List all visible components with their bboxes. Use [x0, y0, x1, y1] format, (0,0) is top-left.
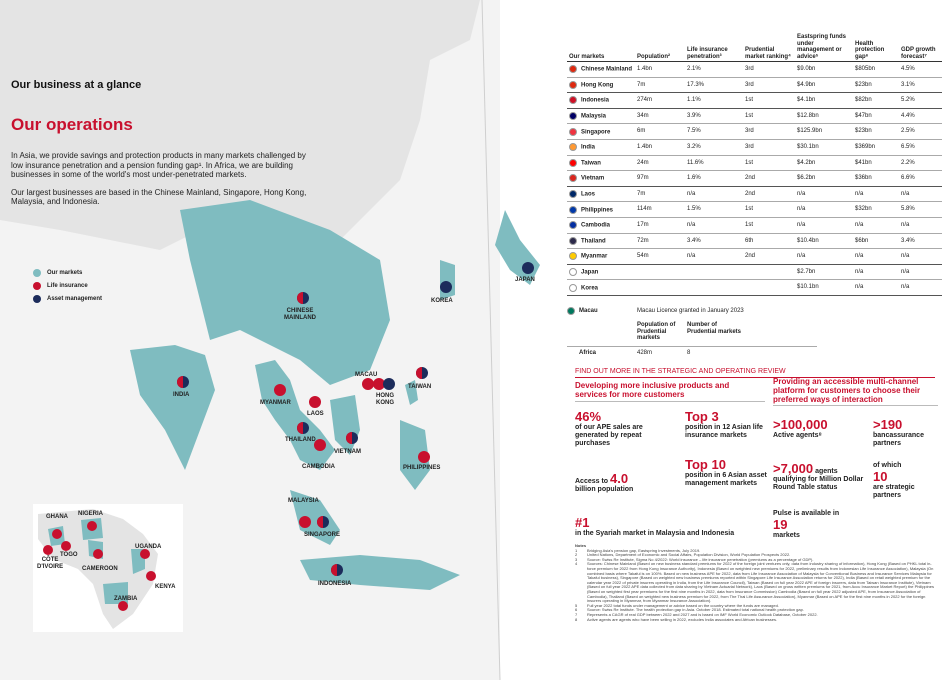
stat-value: 46%: [575, 409, 602, 424]
flag-icon: [569, 190, 577, 198]
cell-funds: $10.4bn: [795, 233, 853, 249]
stat-text: position in 12 Asian life insurance markets: [685, 424, 763, 439]
africa-population: 428m: [637, 350, 653, 356]
cell-ranking: 2nd: [743, 171, 795, 187]
cell-gap: n/a: [853, 280, 899, 296]
cell-ranking: 1st: [743, 217, 795, 233]
stat-value: >100,000: [773, 417, 828, 432]
market-name: Japan: [581, 269, 599, 276]
cell-population: 1.4bn: [635, 139, 685, 155]
cell-funds: $12.8bn: [795, 108, 853, 124]
market-name: Malaysia: [581, 113, 607, 120]
stat-active-agents: [773, 418, 868, 440]
cell-funds: n/a: [795, 202, 853, 218]
cell-penetration: 1.6%: [685, 171, 743, 187]
market-name: Singapore: [581, 129, 611, 136]
table-row: [567, 139, 942, 155]
table-row: [567, 217, 942, 233]
cell-gdp: 2.2%: [899, 155, 942, 171]
cell-penetration: 3.2%: [685, 139, 743, 155]
notes-list: [575, 549, 935, 623]
legend-label: Asset management: [47, 295, 103, 302]
cell-population: 24m: [635, 155, 685, 171]
cell-penetration: n/a: [685, 217, 743, 233]
stat-text: are strategic partners: [873, 484, 915, 499]
cell-ranking: 3rd: [743, 62, 795, 78]
map-label-kenya: KENYA: [155, 584, 176, 590]
cell-gdp: n/a: [899, 249, 942, 265]
cell-market: [567, 77, 635, 93]
cell-gdp: n/a: [899, 217, 942, 233]
africa-header-population: Population of Prudential markets: [637, 322, 676, 341]
cell-funds: n/a: [795, 186, 853, 202]
footnote-number: 4: [575, 561, 578, 567]
table-row: [567, 155, 942, 171]
cell-ranking: 3rd: [743, 77, 795, 93]
stat-value: Top 10: [685, 457, 726, 472]
legend-label: Life insurance: [47, 282, 88, 289]
stat-repeat-purchases: [575, 410, 675, 448]
flag-icon: [569, 65, 577, 73]
flag-icon: [569, 237, 577, 245]
cell-population: 72m: [635, 233, 685, 249]
cell-market: [567, 155, 635, 171]
cell-gap: n/a: [853, 249, 899, 265]
table-row: [567, 233, 942, 249]
stat-prefix: Pulse is available in: [773, 510, 840, 517]
table-row: [567, 108, 942, 124]
cell-ranking: 1st: [743, 155, 795, 171]
footnote-text: Bridging Asia's pension gap, Eastspring Investments, July 2019.: [587, 547, 701, 553]
cell-gap: $82bn: [853, 93, 899, 109]
table-row: [567, 62, 942, 78]
cell-gap: $805bn: [853, 62, 899, 78]
cell-gdp: 5.2%: [899, 93, 942, 109]
find-out-more-link[interactable]: FIND OUT MORE IN THE STRATEGIC AND OPERATING REVIEW: [575, 368, 786, 375]
col-header: Population²: [635, 34, 685, 62]
cell-ranking: 1st: [743, 202, 795, 218]
footnote-text: Active agents are agents who have been selling in 2022, excludes India associates and African businesses.: [587, 616, 778, 622]
cell-gap: $32bn: [853, 202, 899, 218]
cell-gap: $6bn: [853, 233, 899, 249]
cell-market: [567, 171, 635, 187]
legend-label: Our markets: [47, 269, 83, 276]
cell-population: 54m: [635, 249, 685, 265]
cell-population: 17m: [635, 217, 685, 233]
africa-number: 8: [687, 350, 691, 356]
marker-taiwan: [416, 367, 428, 379]
marker-vietnam: [346, 432, 358, 444]
divider: [567, 346, 817, 347]
cell-gdp: 3.1%: [899, 77, 942, 93]
map-label-togo: TOGO: [60, 552, 78, 558]
cell-gap: $369bn: [853, 139, 899, 155]
marker-thailand: [297, 422, 309, 434]
market-name: Cambodia: [581, 222, 611, 229]
cell-funds: $4.1bn: [795, 93, 853, 109]
cell-gap: $23bn: [853, 124, 899, 140]
table-row: [567, 93, 942, 109]
map-label-korea: KOREA: [431, 298, 453, 304]
cell-ranking: 3rd: [743, 139, 795, 155]
table-header-row: [567, 34, 942, 62]
col-header: Eastspring funds under management or advice⁵: [795, 34, 853, 62]
cell-population: [635, 264, 685, 280]
stat-pulse-markets: [773, 510, 873, 540]
section-label: Our business at a glance: [11, 79, 142, 91]
cell-ranking: [743, 264, 795, 280]
cell-population: 1.4bn: [635, 62, 685, 78]
cell-population: 7m: [635, 186, 685, 202]
market-name: Chinese Mainland: [581, 66, 633, 73]
cell-gap: $23bn: [853, 77, 899, 93]
cell-gap: $36bn: [853, 171, 899, 187]
cell-funds: $6.2bn: [795, 171, 853, 187]
table-row: [567, 124, 942, 140]
cell-market: [567, 124, 635, 140]
cell-gap: n/a: [853, 264, 899, 280]
operations-panel: [567, 0, 942, 680]
cell-market: [567, 186, 635, 202]
col-header: GDP growth forecast⁷: [899, 34, 942, 62]
cell-funds: $2.7bn: [795, 264, 853, 280]
divider: [773, 405, 938, 406]
col-header: Life insurance penetration³: [685, 34, 743, 62]
market-name: Myanmar: [581, 253, 608, 260]
cell-ranking: 2nd: [743, 186, 795, 202]
cell-funds: $9.0bn: [795, 62, 853, 78]
map-label-malaysia: MALAYSIA: [288, 498, 319, 504]
intro-paragraph-2: Our largest businesses are based in the Chinese Mainland, Singapore, Hong Kong, Malaysia, and Indonesia.: [11, 187, 307, 206]
map-label-ghana: GHANA: [46, 514, 68, 520]
cell-gdp: 4.5%: [899, 62, 942, 78]
stat-text: bancassurance partners: [873, 432, 924, 447]
stat-value: 19: [773, 517, 788, 532]
stat-text: Active agents⁸: [773, 432, 822, 439]
map-label-philippines: PHILIPPINES: [403, 465, 441, 471]
marker-japan: [522, 262, 534, 274]
cell-population: 274m: [635, 93, 685, 109]
cell-gap: $41bn: [853, 155, 899, 171]
cell-funds: $4.9bn: [795, 77, 853, 93]
footnote-text: Source: Swiss Re Institute, Sigma No 4/2022: World insurance – life insurance penetration (premiums as a percentage of GDP).: [587, 556, 814, 562]
col1-heading: Developing more inclusive products and services for more customers: [575, 381, 730, 399]
cell-population: 97m: [635, 171, 685, 187]
marker-indonesia: [331, 564, 343, 576]
stat-text: of our APE sales are generated by repeat purchases: [575, 424, 643, 447]
footnote-text: United Nations, Department of Economic and Social Affairs, Population Division, World Population Prospects 2022.: [587, 552, 791, 558]
flag-icon: [569, 96, 577, 104]
market-name: Thailand: [581, 238, 606, 245]
cell-penetration: 17.3%: [685, 77, 743, 93]
flag-icon: [569, 112, 577, 120]
col-header: Our markets: [567, 34, 635, 62]
stat-text: in the Syariah market in Malaysia and Indonesia: [575, 530, 735, 537]
map-label-uganda: UGANDA: [135, 544, 162, 550]
cell-penetration: 1.5%: [685, 202, 743, 218]
japan-region: [495, 210, 540, 285]
cell-population: 114m: [635, 202, 685, 218]
stat-prefix: of which: [873, 462, 902, 469]
stat-value: #1: [575, 515, 590, 530]
footnote: [575, 562, 935, 603]
stat-value: >7,000: [773, 461, 814, 476]
page-title: Our operations: [11, 115, 133, 134]
cell-gdp: n/a: [899, 264, 942, 280]
market-name: Hong Kong: [581, 82, 614, 89]
marker-india: [177, 376, 189, 388]
cell-market: [567, 139, 635, 155]
market-name: Laos: [581, 191, 596, 198]
africa-header-number: Number of Prudential markets: [687, 322, 742, 335]
cell-funds: n/a: [795, 249, 853, 265]
market-name: Vietnam: [581, 175, 605, 182]
stat-value: Top 3: [685, 409, 719, 424]
cell-penetration: 7.5%: [685, 124, 743, 140]
marker-macau: [362, 378, 374, 390]
footnotes: [575, 544, 935, 622]
cell-market: [567, 280, 635, 296]
map-label-nigeria: NIGERIA: [78, 511, 104, 517]
cell-ranking: 1st: [743, 108, 795, 124]
map-label-indonesia: INDONESIA: [318, 581, 352, 587]
marker-singapore: [317, 516, 329, 528]
footnote-number: 7: [575, 611, 578, 617]
cell-gap: n/a: [853, 186, 899, 202]
footnote-number: 1: [575, 547, 578, 553]
footnote-number: 5: [575, 602, 578, 608]
map-label-cote-divoire: CÔTE D'IVOIRE: [37, 557, 64, 570]
macau-note: Macau Licence granted in January 2023: [637, 308, 744, 314]
stat-value: 4.0: [610, 471, 629, 486]
stat-syariah: [575, 516, 765, 538]
cell-gdp: 6.6%: [899, 171, 942, 187]
table-row: [567, 186, 942, 202]
footnote: [575, 618, 935, 623]
col-header: Prudential market ranking⁴: [743, 34, 795, 62]
stat-prefix: Access to: [575, 478, 609, 485]
footnote-number: 6: [575, 607, 578, 613]
map-label-vietnam: VIETNAM: [334, 449, 361, 455]
col-header: Health protection gap⁶: [853, 34, 899, 62]
cell-gdp: n/a: [899, 186, 942, 202]
cell-penetration: [685, 264, 743, 280]
stat-text: billion population: [575, 486, 634, 493]
cell-funds: $30.1bn: [795, 139, 853, 155]
cell-funds: $4.2bn: [795, 155, 853, 171]
marker-hong-kong-am: [383, 378, 395, 390]
stat-value: >190: [873, 417, 903, 432]
cell-penetration: 11.6%: [685, 155, 743, 171]
stat-top10: [685, 458, 775, 488]
cell-population: 7m: [635, 77, 685, 93]
cell-penetration: [685, 280, 743, 296]
cell-penetration: n/a: [685, 249, 743, 265]
cell-funds: $125.9bn: [795, 124, 853, 140]
flag-icon: [569, 174, 577, 182]
africa-name: Africa: [579, 350, 597, 356]
notes-heading: Notes: [575, 543, 587, 548]
cell-population: 34m: [635, 108, 685, 124]
marker-malaysia: [299, 516, 311, 528]
flag-icon: [569, 81, 577, 89]
market-name: India: [581, 144, 596, 151]
cell-ranking: [743, 280, 795, 296]
table-row: [567, 280, 942, 296]
stat-suffix: agents: [815, 468, 838, 475]
map-label-hong-kong: HONG KONG: [376, 393, 394, 406]
stat-population-access: [575, 472, 675, 494]
cell-ranking: 1st: [743, 93, 795, 109]
map-label-india: INDIA: [173, 392, 190, 398]
cell-gdp: 5.8%: [899, 202, 942, 218]
cell-funds: $10.1bn: [795, 280, 853, 296]
stat-text: markets: [773, 532, 800, 539]
cell-market: [567, 93, 635, 109]
market-name: Korea: [581, 285, 599, 292]
stat-text: position in 6 Asian asset management markets: [685, 472, 767, 487]
map-label-singapore: SINGAPORE: [304, 532, 341, 538]
marker-philippines: [418, 451, 430, 463]
market-name: Philippines: [581, 207, 614, 214]
map-label-cambodia: CAMBODIA: [302, 464, 335, 470]
cell-gdp: 6.5%: [899, 139, 942, 155]
footnote-text: Represents a CAGR of real GDP between 2022 and 2027 and is based on IMF World Economic Outlook Database, October 2022.: [587, 611, 818, 617]
flag-icon: [569, 206, 577, 214]
footnote-number: 3: [575, 556, 578, 562]
macau-name: Macau: [579, 308, 598, 314]
cell-ranking: 3rd: [743, 124, 795, 140]
cell-penetration: 3.4%: [685, 233, 743, 249]
cell-penetration: 1.1%: [685, 93, 743, 109]
cell-gap: $47bn: [853, 108, 899, 124]
stat-top3: [685, 410, 775, 440]
cell-market: [567, 233, 635, 249]
market-name: Indonesia: [581, 98, 610, 105]
cell-market: [567, 62, 635, 78]
table-row: [567, 202, 942, 218]
table-body: [567, 62, 942, 296]
cell-market: [567, 202, 635, 218]
col2-heading: Providing an accessible multi-channel platform for customers to choose their preferred ways of interaction: [773, 377, 921, 404]
map-label-japan: JAPAN: [515, 277, 535, 283]
table-row: [567, 249, 942, 265]
stat-value: 10: [873, 469, 888, 484]
map-label-myanmar: MYANMAR: [260, 400, 291, 406]
table-row: [567, 171, 942, 187]
flag-icon: [569, 268, 577, 276]
cell-penetration: 3.9%: [685, 108, 743, 124]
footnote-number: 2: [575, 552, 578, 558]
flag-icon: [567, 307, 575, 315]
marker-korea: [440, 281, 452, 293]
map-label-laos: LAOS: [307, 411, 324, 417]
cell-gdp: 3.4%: [899, 233, 942, 249]
footnote-text: Sources: Chinese Mainland (Based on new business standard premiums for 2022 of the foreign joint ventures only, data from industry sharing of information), Hong Kong (Based on PHKL total in-force premium for 2022 from Hong Kong Insurance Authority), Indonesia (Based on weighted new premiums for 2022, preliminary results from Indonesian Life Insurance Association), Malaysia (On combined basis where Takaful is on 100%. Based on new business APE for 2022, data from Life Insurance Association of Malaysia for Conventional Business and Insurance Services Malaysia for Takaful business), Singapore (Based on weighted new business premiums reported within Singapore Life Insurance Association returns for 2022), India (Based on retail weighted premium for the calendar year 2022 of private insurers operating in India, from the Life Insurance Council), Taiwan (Based on full year 2022 APE of foreign insurers, data from Taiwan Insurance Institute), Vietnam (Based on full year 2022 APE data collected from data sharing by Vietnam Actuarial Network), Laos (Based on gross written premiums for 2021, from Accu Insurance Market Report) the Philippines (Based on weighted first year premiums for the first nine months in 2022, data from Insurance Commission) Cambodia (Based on full year 2022 adjusted APE, from Insurance Association of Cambodia), Thailand (Based on weighted new business premium for 2022, from The Thai Life Assurance Association), Myanmar (Based on APE for the first nine months in 2022 for the foreign insurers operating in Myanmar, from Myanmar Insurance Association).: [587, 561, 934, 604]
cell-gdp: 2.5%: [899, 124, 942, 140]
cell-population: [635, 280, 685, 296]
marker-laos: [309, 396, 321, 408]
stat-text: qualifying for Million Dollar Round Table status: [773, 476, 864, 491]
table-row: [567, 264, 942, 280]
cell-market: [567, 108, 635, 124]
stat-bancassurance: [873, 418, 941, 448]
cell-ranking: 6th: [743, 233, 795, 249]
cell-gap: n/a: [853, 217, 899, 233]
map-label-cameroon: CAMEROON: [82, 566, 118, 572]
cell-market: [567, 217, 635, 233]
map-label-macau: MACAU: [355, 372, 378, 378]
map-label-taiwan: TAIWAN: [408, 384, 432, 390]
footnote-text: Full year 2022 total funds under management or advice based on the country where the funds are managed.: [587, 602, 779, 608]
cell-gdp: n/a: [899, 280, 942, 296]
flag-icon: [569, 159, 577, 167]
markets-table: [567, 34, 942, 296]
stat-strategic-partners: [873, 462, 941, 500]
flag-icon: [569, 143, 577, 151]
flag-icon: [569, 128, 577, 136]
map-label-chinese-mainland: CHINESE MAINLAND: [284, 308, 316, 321]
cell-population: 6m: [635, 124, 685, 140]
cell-ranking: 2nd: [743, 249, 795, 265]
cell-market: [567, 264, 635, 280]
footnote-number: 8: [575, 616, 578, 622]
flag-icon: [569, 221, 577, 229]
marker-chinese-mainland: [297, 292, 309, 304]
map-label-thailand: THAILAND: [285, 437, 316, 443]
cell-funds: n/a: [795, 217, 853, 233]
footnote-text: Source: Swiss Re Institute. The health protection gap in Asia. October 2018. Estimated total national health protection gap.: [587, 607, 804, 613]
map-label-zambia: ZAMBIA: [114, 596, 138, 602]
intro-paragraph-1: In Asia, we provide savings and protection products in many markets challenged by low insurance penetration and a pension funding gap¹. In Africa, we are building businesses in some of the world's most under-penetrated markets.: [11, 151, 306, 179]
marker-myanmar: [274, 384, 286, 396]
cell-market: [567, 249, 635, 265]
flag-icon: [569, 252, 577, 260]
divider: [575, 401, 765, 402]
table-row: [567, 77, 942, 93]
cell-penetration: n/a: [685, 186, 743, 202]
flag-icon: [569, 284, 577, 292]
market-name: Taiwan: [581, 160, 601, 167]
cell-penetration: 2.1%: [685, 62, 743, 78]
stat-mdrt-agents: [773, 462, 873, 492]
cell-gdp: 4.4%: [899, 108, 942, 124]
